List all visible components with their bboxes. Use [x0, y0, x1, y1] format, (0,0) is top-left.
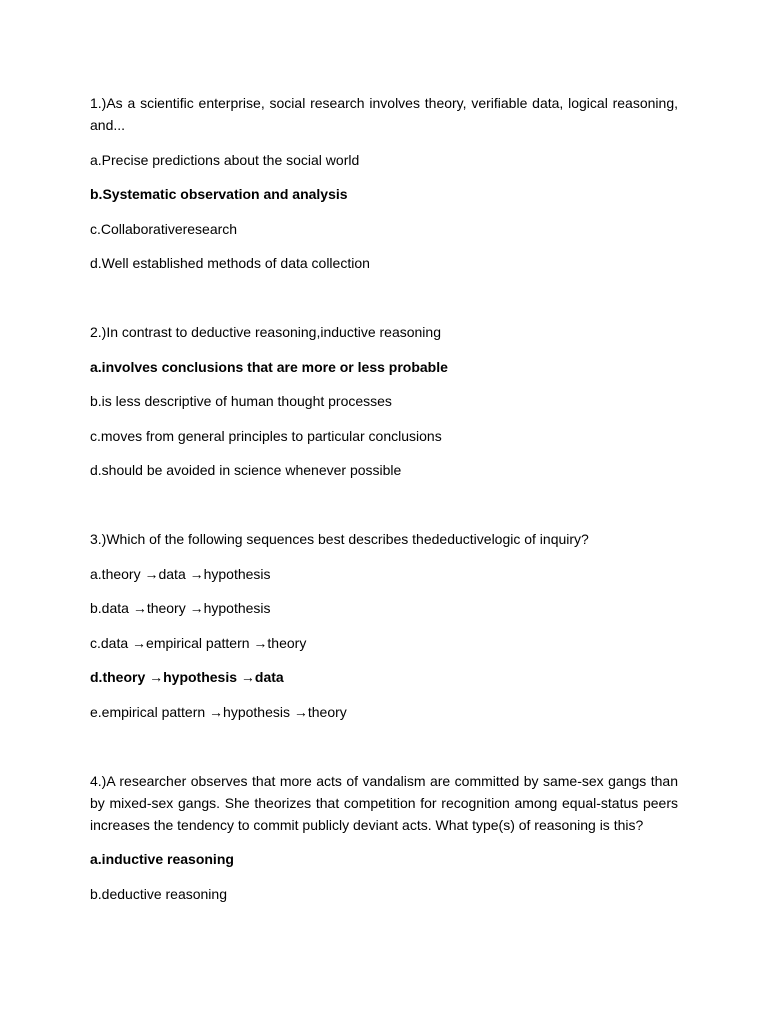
- question-3: [90, 528, 678, 723]
- question-3-option-d-answer: d.theory →hypothesis →data: [90, 669, 284, 685]
- question-2: [90, 321, 678, 481]
- question-1: [90, 92, 678, 274]
- question-1-option-b-answer: b.Systematic observation and analysis: [90, 186, 348, 202]
- question-3-text: 3.)Which of the following sequences best describes thedeductivelogic of inquiry?: [90, 531, 589, 547]
- question-2-option-a-answer: a.involves conclusions that are more or less probable: [90, 358, 448, 375]
- question-2-option-d: d.should be avoided in science whenever possible: [90, 462, 402, 478]
- question-2-option-c: c.moves from general principles to particular conclusions: [90, 427, 442, 444]
- question-2-option-b: b.is less descriptive of human thought processes: [90, 393, 392, 409]
- question-3-option-b: b.data →theory →hypothesis: [90, 600, 271, 616]
- question-4-option-a-answer: a.inductive reasoning: [90, 851, 234, 867]
- question-3-option-c: c.data →empirical pattern →theory: [90, 634, 307, 651]
- question-2-text: 2.)In contrast to deductive reasoning,inductive reasoning: [90, 324, 441, 340]
- question-1-option-a: a.Precise predictions about the social world: [90, 151, 360, 168]
- question-3-option-e: e.empirical pattern →hypothesis →theory: [90, 703, 347, 720]
- question-4-option-b: b.deductive reasoning: [90, 885, 227, 902]
- question-1-option-d: d.Well established methods of data collection: [90, 255, 370, 271]
- question-1-option-c: c.Collaborativeresearch: [90, 220, 238, 237]
- question-1-text: 1.)As a scientific enterprise, social research involves theory, verifiable data, logical reasoning, and...: [90, 95, 678, 133]
- question-4: [90, 770, 678, 905]
- question-4-text: 4.)A researcher observes that more acts of vandalism are committed by same-sex gangs than by mixed-sex gangs. She theorizes that competition for recognition among equal-status peers increases the tendency to commit publicly deviant acts. What type(s) of reasoning is this?: [90, 772, 678, 833]
- question-3-option-a: a.theory →data →hypothesis: [90, 565, 271, 582]
